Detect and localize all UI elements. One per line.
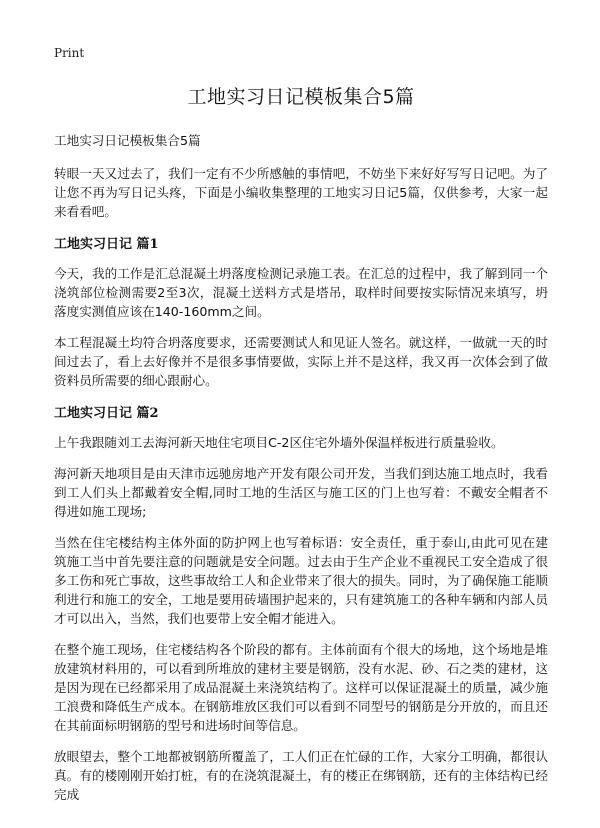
section-1-paragraph-1: 今天，我的工作是汇总混凝土坍落度检测记录施工表。在汇总的过程中，我了解到同一个浇筑部位检测需要2至3次，混凝土送料方式是塔吊，取样时间要按实际情况来填写，坍落度实测值应该在140-160mm之间。	[54, 266, 548, 319]
section-heading-2: 工地实习日记 篇2	[54, 406, 159, 421]
document-title: 工地实习日记模板集合5篇	[187, 86, 415, 108]
intro-paragraph: 转眼一天又过去了，我们一定有不少所感触的事情吧，不妨坐下来好好写写日记吧。为了让您不再为写日记头疼，下面是小编收集整理的工地实习日记5篇，仅供参考，大家一起来看看吧。	[54, 166, 548, 219]
section-heading-1: 工地实习日记 篇1	[54, 237, 159, 252]
section-2-paragraph-2: 海河新天地项目是由天津市远驰房地产开发有限公司开发，当我们到达施工地点时，我看到工人们头上都戴着安全帽,同时工地的生活区与施工区的门上也写着：不戴安全帽者不得进如施工现场;	[54, 466, 548, 519]
section-2-paragraph-5: 放眼望去，整个工地都被钢筋所覆盖了，工人们正在忙碌的工作，大家分工明确，都很认真。有的楼刚刚开始打桩，有的在浇筑混凝土，有的楼正在绑钢筋，还有的主体结构已经完成	[54, 749, 548, 802]
section-2-paragraph-4: 在整个施工现场，住宅楼结构各个阶段的都有。主体前面有个很大的场地，这个场地是堆放建筑材料用的，可以看到所堆放的建材主要是钢筋，没有水泥、砂、石之类的建材，这是因为现在已经都采用了成品混凝土来浇筑结构了。这样可以保证混凝土的质量，减少施工浪费和降低生产成本。在钢筋堆放区我们可以看到不同型号的钢筋是分开放的，而且还在其前面标明钢筋的型号和进场时间等信息。	[54, 642, 548, 733]
section-2-paragraph-1: 上午我跟随刘工去海河新天地住宅项目C-2区住宅外墙外保温样板进行质量验收。	[54, 435, 504, 450]
section-1-paragraph-2: 本工程混凝土均符合坍落度要求，还需要测试人和见证人签名。就这样，一做就一天的时间过去了，看上去好像并不是很多事情要做，实际上并不是这样，我又再一次体会到了做资料员所需要的细心跟耐心。	[54, 335, 548, 388]
section-2-paragraph-3: 当然在住宅楼结构主体外面的防护网上也写着标语：安全责任，重于泰山,由此可见在建筑施工当中首先要注意的问题就是安全问题。过去由于生产企业不重视民工安全造成了很多工伤和死亡事故，这些事故给工人和企业带来了很大的损失。同时，为了确保施工能顺利进行和施工的安全，工地是要用砖墙围护起来的，只有建筑施工的各种车辆和内部人员才可以出入，当然，我们也要带上安全帽才能进入。	[54, 535, 548, 626]
print-label: Print	[54, 46, 85, 60]
document-subtitle: 工地实习日记模板集合5篇	[54, 133, 201, 148]
